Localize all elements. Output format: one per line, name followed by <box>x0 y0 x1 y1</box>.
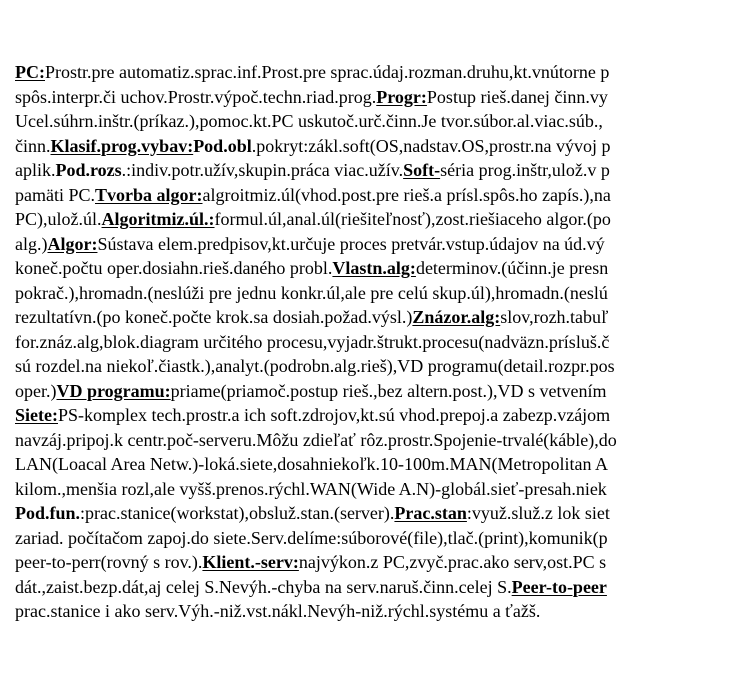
text-segment: alg.) <box>15 233 48 254</box>
text-segment: priame(priamoč.postup rieš.,bez altern.post.),VD s vetvením <box>170 380 607 401</box>
text-segment: :prac.stanice(workstat),obsluž.stan.(server). <box>80 503 395 523</box>
text-segment: oper.) <box>15 380 57 401</box>
text-segment: determinov.(účinn.je presn <box>415 258 609 278</box>
text-line <box>15 109 751 134</box>
text-segment: slov,rozh.tabuľ <box>500 307 609 327</box>
text-segment: Sústava elem.predpisov,kt.určuje proces pretvár.vstup.údajov na úd.vý <box>97 233 605 254</box>
text-segment: séria prog.inštr,ulož.v p <box>440 160 610 180</box>
section-heading: Tvorba algor: <box>95 184 203 205</box>
text-segment: algroitmiz.úl(vhod.post.pre rieš.a prísl.spôs.ho zapís.),na <box>202 184 611 205</box>
text-segment: koneč.počtu oper.dosiahn.rieš.daného probl. <box>15 258 333 278</box>
text-line <box>15 575 751 600</box>
text-line <box>15 354 751 379</box>
text-line <box>15 183 751 208</box>
text-segment: najvýkon.z PC,zvyč.prac.ako serv,ost.PC s <box>298 552 607 572</box>
text-segment: :využ.služ.z lok siet <box>466 503 610 523</box>
text-line <box>15 403 751 428</box>
text-line <box>15 134 751 159</box>
text-line <box>15 281 751 306</box>
text-segment: PS-komplex tech.prostr.a ich soft.zdrojov,kt.sú vhod.prepoj.a zabezp.vzájom <box>57 405 611 425</box>
bold-term: Pod.fun. <box>15 503 81 523</box>
text-segment: navzáj.pripoj.k centr.poč-serveru.Môžu zdieľať rôz.prostr.Spojenie-trvalé(káble),do <box>15 429 617 450</box>
section-heading: PC: <box>15 62 45 82</box>
section-heading: Algor: <box>47 233 98 254</box>
text-line <box>15 379 751 404</box>
text-line <box>15 477 751 502</box>
text-segment: spôs.interpr.či uchov.Prostr.výpoč.techn.riad.prog. <box>15 86 377 107</box>
section-heading: Siete: <box>15 405 58 425</box>
text-segment: aplik. <box>15 160 56 180</box>
text-line <box>15 207 751 232</box>
text-segment: činn. <box>15 135 51 156</box>
text-segment: formul.úl,anal.úl(riešiteľnosť),zost.riešiaceho algor.(po <box>214 209 611 229</box>
section-heading: Klasif.prog.vybav: <box>50 135 194 156</box>
text-segment: .pokryt:zákl.soft(OS,nadstav.OS,prostr.na vývoj p <box>251 135 611 156</box>
text-line <box>15 501 751 526</box>
text-line <box>15 256 751 281</box>
section-heading: Vlastn.alg: <box>332 258 416 278</box>
section-heading: Znázor.alg: <box>412 307 501 327</box>
text-segment: PC),ulož.úl. <box>15 209 102 229</box>
section-heading: VD programu: <box>56 380 171 401</box>
text-segment: pokrač.),hromadn.(neslúži pre jednu konkr.úl,ale pre celú skup.úl),hromadn.(neslú <box>15 282 608 303</box>
text-segment: rezultatívn.(po koneč.počte krok.sa dosiah.požad.výsl.) <box>15 307 413 327</box>
text-segment: dát.,zaist.bezp.dát,aj celej S.Nevýh.-chyba na serv.naruš.činn.celej S. <box>15 576 512 597</box>
document-text <box>15 60 751 624</box>
text-segment: .:indiv.potr.užív,skupin.práca viac.užív. <box>121 160 404 180</box>
text-line <box>15 452 751 477</box>
text-segment: sú rozdel.na niekoľ.čiastk.),analyt.(podrobn.alg.rieš),VD programu(detail.rozpr.pos <box>15 356 615 376</box>
text-segment: LAN(Loacal Area Netw.)-loká.siete,dosahniekoľk.10-100m.MAN(Metropolitan A <box>15 454 608 474</box>
text-segment: kilom.,menšia rozl,ale vyšš.prenos.rýchl.WAN(Wide A.N)-globál.sieť-presah.niek <box>15 478 607 499</box>
section-heading: Prac.stan <box>394 503 467 523</box>
section-heading: Soft- <box>403 160 441 180</box>
text-line <box>15 330 751 355</box>
text-segment: Postup rieš.danej činn.vy <box>426 86 608 107</box>
text-line <box>15 526 751 551</box>
text-line <box>15 232 751 257</box>
text-segment: peer-to-perr(rovný s rov.). <box>15 552 203 572</box>
text-line <box>15 428 751 453</box>
bold-term: Pod.rozs <box>55 160 122 180</box>
section-heading: Algoritmiz.úl.: <box>101 209 215 229</box>
text-segment: Prostr.pre automatiz.sprac.inf.Prost.pre sprac.údaj.rozman.druhu,kt.vnútorne p <box>45 62 610 82</box>
text-line <box>15 60 751 85</box>
text-segment: zariad. počítačom zapoj.do siete.Serv.delíme:súborové(file),tlač.(print),komunik(p <box>15 527 608 548</box>
section-heading: Klient.-serv: <box>202 552 299 572</box>
text-segment: pamäti PC. <box>15 184 95 205</box>
section-heading: Progr: <box>376 86 427 107</box>
text-line <box>15 550 751 575</box>
text-segment: Ucel.súhrn.inštr.(príkaz.),pomoc.kt.PC uskutoč.urč.činn.Je tvor.súbor.al.viac.súb., <box>15 111 603 131</box>
text-line <box>15 85 751 110</box>
section-heading: Peer-to-peer <box>511 576 607 597</box>
text-line <box>15 305 751 330</box>
text-line <box>15 599 751 624</box>
bold-term: Pod.obl <box>193 135 252 156</box>
text-segment: prac.stanice i ako serv.Výh.-niž.vst.nákl.Nevýh-niž.rýchl.systému a ťažš. <box>15 601 541 621</box>
text-segment: for.znáz.alg,blok.diagram určitého procesu,vyjadr.štrukt.procesu(nadväzn.prísluš.č <box>15 331 610 352</box>
text-line <box>15 158 751 183</box>
